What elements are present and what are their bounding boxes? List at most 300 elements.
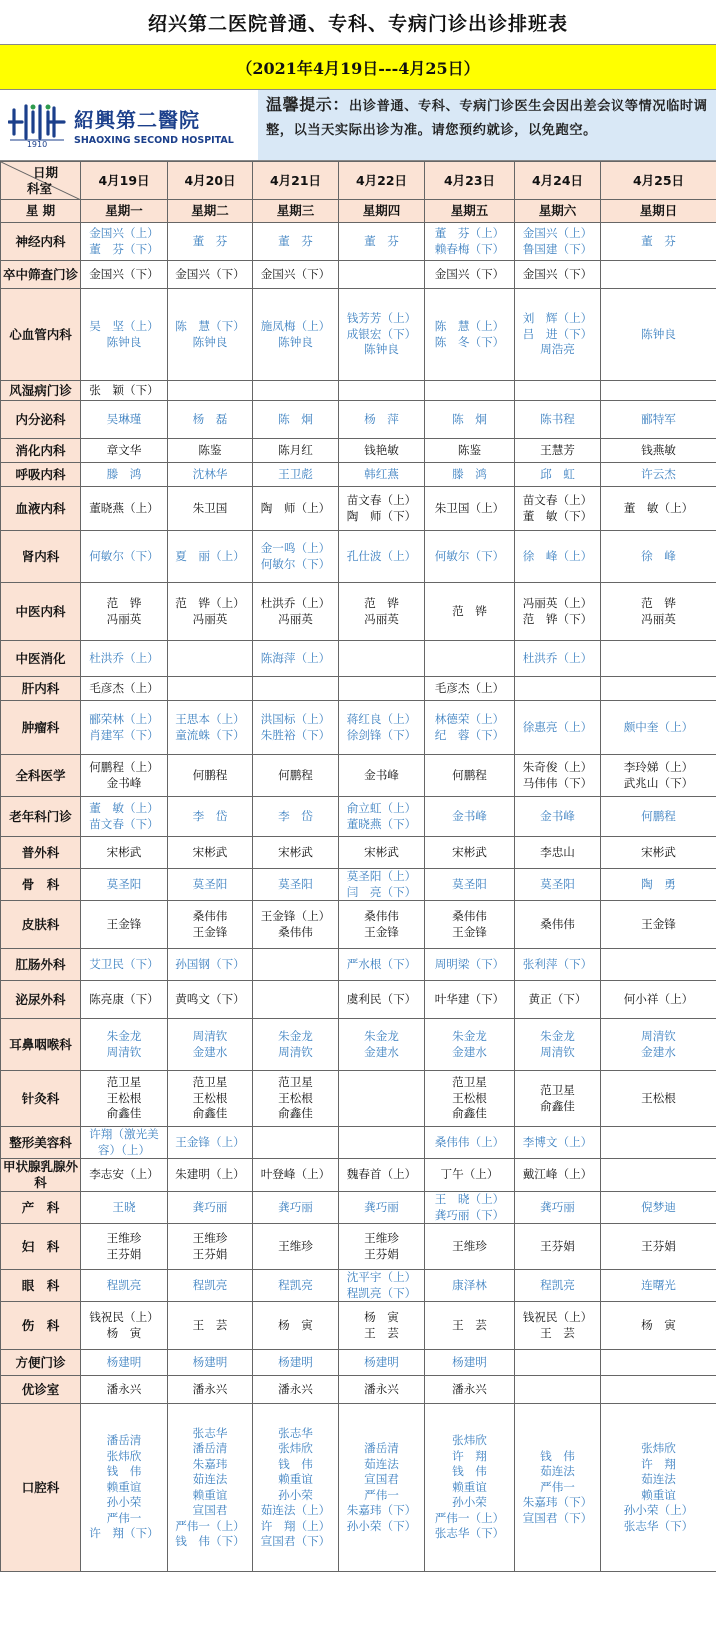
doctor-entry: 陶 勇 <box>641 876 676 891</box>
doctor-entry: 范 铧 <box>364 596 399 610</box>
doctor-entry: 孙小荣 <box>452 1495 487 1510</box>
doctor-entry: 朱建明（上） <box>175 1167 245 1182</box>
schedule-cell <box>253 869 339 901</box>
schedule-cell <box>425 381 515 401</box>
schedule-cell <box>425 1071 515 1127</box>
hospital-emblem-icon <box>8 102 66 142</box>
doctor-entry: 施凤梅（上） <box>260 319 331 333</box>
doctor-entry: 钱 伟 <box>106 1464 142 1479</box>
doctor-entry: 沈平宇（上） <box>346 1270 417 1284</box>
doctor-entry: 张 颖（下） <box>89 382 159 397</box>
doctor-entry: 徐惠亮（上） <box>522 719 593 734</box>
page-title: 绍兴第二医院普通、专科、专病门诊出诊排班表 <box>147 12 568 35</box>
header-row <box>0 90 716 161</box>
schedule-cell <box>81 1071 168 1127</box>
doctor-entry: 倪梦迪 <box>641 1199 676 1214</box>
schedule-cell <box>339 583 425 641</box>
date-header: 4月19日 <box>81 162 168 200</box>
doctor-entry: 范 铧 <box>452 603 487 618</box>
schedule-cell <box>253 1350 339 1376</box>
doctor-entry: 陈 冬（下） <box>434 334 505 349</box>
schedule-row <box>1 463 716 487</box>
schedule-cell <box>425 677 515 701</box>
doctor-entry: 茹连法 <box>364 1456 399 1471</box>
department-label: 普外科 <box>1 837 81 869</box>
doctor-entry: 王卫彪 <box>278 466 313 481</box>
schedule-cell <box>601 641 716 677</box>
doctor-entry: 杨建明 <box>278 1354 313 1369</box>
schedule-cell <box>168 487 253 531</box>
schedule-row <box>1 439 716 463</box>
department-label: 肛肠外科 <box>1 949 81 981</box>
schedule-cell <box>515 1404 601 1572</box>
schedule-cell <box>168 1376 253 1404</box>
doctor-entry: 孙国钢（下） <box>175 956 245 971</box>
schedule-cell <box>515 1224 601 1270</box>
schedule-cell <box>425 1019 515 1071</box>
doctor-entry: 莫圣阳 <box>192 876 228 891</box>
department-label: 整形美容科 <box>1 1127 81 1159</box>
doctor-entry: 陈钟良 <box>192 334 228 349</box>
department-label: 肿瘤科 <box>1 701 81 755</box>
doctor-entry: 范卫星 <box>452 1075 487 1090</box>
schedule-cell <box>515 463 601 487</box>
doctor-entry: 莫圣阳（上） <box>346 869 417 883</box>
doctor-entry: 钱祝民（上） <box>522 1310 593 1324</box>
schedule-cell <box>425 223 515 261</box>
doctor-entry: 金一鸣（上） <box>260 541 331 555</box>
schedule-cell <box>81 531 168 583</box>
doctor-entry: 董 敏（上） <box>623 500 694 515</box>
department-label: 针灸科 <box>1 1071 81 1127</box>
doctor-entry: 金国兴（上） <box>89 226 159 240</box>
doctor-entry: 苗文春（下） <box>89 816 159 831</box>
doctor-entry: 金国兴（下） <box>260 266 331 281</box>
doctor-entry: 张志华（下） <box>623 1518 694 1533</box>
schedule-cell <box>81 981 168 1019</box>
doctor-entry: 章文华 <box>106 442 142 457</box>
doctor-entry: 朱奇俊（上） <box>522 760 593 774</box>
doctor-entry: 滕 鸿 <box>452 466 487 481</box>
date-header: 4月22日 <box>339 162 425 200</box>
schedule-cell <box>425 1350 515 1376</box>
schedule-cell <box>168 1127 253 1159</box>
doctor-entry: 赖重谊 <box>452 1479 487 1494</box>
weekday-header: 星期日 <box>601 200 716 223</box>
schedule-cell <box>339 1350 425 1376</box>
schedule-cell <box>425 901 515 949</box>
schedule-cell <box>168 797 253 837</box>
schedule-cell <box>515 701 601 755</box>
schedule-cell <box>168 531 253 583</box>
department-label: 甲状腺乳腺外科 <box>1 1159 81 1192</box>
schedule-cell <box>601 1192 716 1224</box>
doctor-entry: 宋彬武 <box>106 844 142 859</box>
doctor-entry: 陈钟良 <box>278 334 313 349</box>
doctor-entry: 朱嘉玮（下） <box>522 1495 593 1510</box>
schedule-row <box>1 797 716 837</box>
schedule-cell <box>81 869 168 901</box>
schedule-cell <box>253 531 339 583</box>
doctor-entry: 金书峰 <box>452 808 487 823</box>
schedule-cell <box>339 289 425 381</box>
schedule-cell <box>81 487 168 531</box>
doctor-entry: 莫圣阳 <box>106 876 142 891</box>
schedule-cell <box>601 837 716 869</box>
doctor-entry: 潘永兴 <box>364 1381 399 1396</box>
schedule-cell <box>81 1376 168 1404</box>
doctor-entry: 朱嘉玮（下） <box>346 1503 417 1517</box>
doctor-entry: 韩红燕 <box>364 466 399 481</box>
doctor-entry: 周清钦 <box>106 1044 142 1059</box>
doctor-entry: 武兆山（下） <box>623 775 694 790</box>
doctor-entry: 王松根 <box>641 1090 676 1105</box>
doctor-entry: 杜洪乔（上） <box>260 596 331 610</box>
schedule-row <box>1 1192 716 1224</box>
schedule-cell <box>168 1159 253 1192</box>
department-label: 中医消化 <box>1 641 81 677</box>
schedule-cell <box>168 755 253 797</box>
doctor-entry: 范 铧（下） <box>522 611 593 626</box>
department-label: 优诊室 <box>1 1376 81 1404</box>
schedule-cell <box>515 1019 601 1071</box>
doctor-entry: 程凯亮 <box>278 1277 313 1292</box>
doctor-entry: 王松根 <box>106 1090 142 1105</box>
schedule-cell <box>168 1224 253 1270</box>
doctor-entry: 何敏尔（下） <box>89 548 159 563</box>
schedule-cell <box>425 289 515 381</box>
schedule-cell <box>425 463 515 487</box>
schedule-row <box>1 677 716 701</box>
schedule-cell <box>515 797 601 837</box>
doctor-entry: 王金锋（上） <box>175 1134 245 1149</box>
schedule-cell <box>515 949 601 981</box>
schedule-cell <box>168 701 253 755</box>
doctor-entry: 宋彬武 <box>641 844 676 859</box>
schedule-cell <box>601 677 716 701</box>
doctor-entry: 俞鑫佳 <box>192 1106 228 1121</box>
department-label: 骨 科 <box>1 869 81 901</box>
schedule-cell <box>601 1350 716 1376</box>
doctor-entry: 吴 坚（上） <box>89 319 159 333</box>
doctor-entry: 金书峰 <box>106 775 142 790</box>
schedule-cell <box>253 1071 339 1127</box>
weekday-header: 星期五 <box>425 200 515 223</box>
doctor-entry: 杨建明 <box>364 1354 399 1369</box>
doctor-entry: 陈月红 <box>278 442 313 457</box>
doctor-entry: 金国兴（下） <box>434 266 505 281</box>
department-label: 中医内科 <box>1 583 81 641</box>
doctor-entry: 童流蛛（下） <box>175 727 245 742</box>
schedule-cell <box>515 901 601 949</box>
weekday-header: 星期二 <box>168 200 253 223</box>
department-label: 肾内科 <box>1 531 81 583</box>
schedule-cell <box>168 641 253 677</box>
schedule-cell <box>601 289 716 381</box>
schedule-cell <box>168 981 253 1019</box>
doctor-entry: 董晓燕（下） <box>346 816 417 831</box>
doctor-entry: 孙小荣 <box>106 1495 142 1510</box>
schedule-cell <box>515 1192 601 1224</box>
schedule-cell <box>425 837 515 869</box>
doctor-entry: 俞立虹（上） <box>346 801 417 815</box>
schedule-row <box>1 1376 716 1404</box>
schedule-cell <box>515 641 601 677</box>
doctor-entry: 蒋红良（上） <box>346 712 417 726</box>
department-label: 产 科 <box>1 1192 81 1224</box>
doctor-entry: 张炜欣 <box>452 1433 487 1448</box>
doctor-entry: 陈钟良 <box>364 342 399 357</box>
doctor-entry: 严伟一 <box>364 1487 399 1502</box>
schedule-cell <box>339 1071 425 1127</box>
doctor-entry: 林德荣（上） <box>434 712 505 726</box>
schedule-cell <box>339 463 425 487</box>
doctor-entry: 程凯亮 <box>540 1277 575 1292</box>
doctor-entry: 何鹏程 <box>452 767 487 782</box>
schedule-cell <box>168 1270 253 1302</box>
doctor-entry: 王维珍 <box>192 1231 228 1245</box>
schedule-row <box>1 869 716 901</box>
doctor-entry: 杨 磊 <box>192 411 228 426</box>
schedule-cell <box>168 1404 253 1572</box>
schedule-cell <box>601 1127 716 1159</box>
schedule-cell <box>425 1159 515 1192</box>
doctor-entry: 范 铧 <box>106 596 142 610</box>
schedule-row <box>1 401 716 439</box>
doctor-entry: 钱 伟 <box>540 1448 575 1463</box>
schedule-row <box>1 583 716 641</box>
schedule-cell <box>81 1270 168 1302</box>
doctor-entry: 范 铧（上） <box>175 596 245 610</box>
schedule-cell <box>168 289 253 381</box>
schedule-cell <box>253 981 339 1019</box>
department-label: 泌尿外科 <box>1 981 81 1019</box>
schedule-cell <box>81 797 168 837</box>
schedule-cell <box>81 1404 168 1572</box>
doctor-entry: 赖重谊 <box>106 1479 142 1494</box>
doctor-entry: 李忠山 <box>540 844 575 859</box>
doctor-entry: 虞利民（下） <box>346 991 417 1006</box>
schedule-cell <box>515 261 601 289</box>
schedule-cell <box>168 463 253 487</box>
schedule-cell <box>81 261 168 289</box>
schedule-cell <box>601 531 716 583</box>
schedule-cell <box>339 1270 425 1302</box>
doctor-entry: 董 芬 <box>192 233 228 248</box>
schedule-cell <box>601 1376 716 1404</box>
doctor-entry: 金国兴（下） <box>522 266 593 281</box>
doctor-entry: 陈 慧（下） <box>175 319 245 333</box>
schedule-cell <box>601 869 716 901</box>
corner-date-label: 日期 <box>32 165 58 180</box>
doctor-entry: 连曙光 <box>641 1277 676 1292</box>
department-label: 伤 科 <box>1 1302 81 1350</box>
schedule-cell <box>81 755 168 797</box>
doctor-entry: 范卫星 <box>192 1075 228 1090</box>
schedule-cell <box>81 463 168 487</box>
schedule-row <box>1 1350 716 1376</box>
doctor-entry: 孔仕波（上） <box>346 548 417 563</box>
date-header-row <box>1 162 716 200</box>
doctor-entry: 王 芸 <box>192 1317 228 1332</box>
schedule-row <box>1 487 716 531</box>
doctor-entry: 何敏尔（下） <box>434 548 505 563</box>
doctor-entry: 冯丽英 <box>364 611 399 626</box>
schedule-row <box>1 261 716 289</box>
doctor-entry: 王芬娟 <box>364 1246 399 1261</box>
schedule-cell <box>168 837 253 869</box>
schedule-cell <box>253 1019 339 1071</box>
department-label: 方便门诊 <box>1 1350 81 1376</box>
schedule-cell <box>168 261 253 289</box>
doctor-entry: 周明梁（下） <box>434 956 505 971</box>
doctor-entry: 俞鑫佳 <box>278 1106 313 1121</box>
schedule-cell <box>253 1192 339 1224</box>
doctor-entry: 陶 师（上） <box>260 500 331 515</box>
schedule-cell <box>253 901 339 949</box>
schedule-cell <box>81 949 168 981</box>
doctor-entry: 许 翔 <box>641 1456 676 1471</box>
schedule-cell <box>253 1302 339 1350</box>
doctor-entry: 董 芬 <box>364 233 399 248</box>
doctor-entry: 杨建明 <box>106 1354 142 1369</box>
doctor-entry: 范卫星 <box>540 1083 575 1097</box>
doctor-entry: 潘岳清 <box>364 1441 399 1455</box>
date-header: 4月20日 <box>168 162 253 200</box>
schedule-cell <box>339 439 425 463</box>
doctor-entry: 毛彦杰（上） <box>434 680 505 695</box>
schedule-cell <box>81 1302 168 1350</box>
doctor-entry: 俞鑫佳 <box>452 1106 487 1121</box>
schedule-cell <box>601 439 716 463</box>
doctor-entry: 冯丽英 <box>278 611 313 626</box>
logo-text <box>74 104 234 146</box>
doctor-entry: 陈鉴 <box>457 442 482 457</box>
schedule-cell <box>253 641 339 677</box>
doctor-entry: 杨 寅 <box>364 1310 399 1324</box>
schedule-cell <box>253 797 339 837</box>
schedule-row <box>1 1302 716 1350</box>
schedule-cell <box>425 797 515 837</box>
doctor-entry: 严伟一 <box>106 1510 142 1525</box>
doctor-entry: 赖春梅（下） <box>434 241 505 256</box>
doctor-entry: 程凯亮（下） <box>346 1285 417 1300</box>
doctor-entry: 龚巧丽 <box>192 1199 228 1214</box>
schedule-cell <box>253 1270 339 1302</box>
schedule-cell <box>515 1376 601 1404</box>
doctor-entry: 茹连法 <box>192 1472 228 1486</box>
doctor-entry: 郦特军 <box>641 411 676 426</box>
doctor-entry: 孙小荣 <box>278 1487 313 1502</box>
department-label: 风湿病门诊 <box>1 381 81 401</box>
schedule-cell <box>601 1159 716 1192</box>
schedule-cell <box>253 755 339 797</box>
doctor-entry: 周清钦 <box>540 1044 575 1059</box>
schedule-cell <box>339 981 425 1019</box>
doctor-entry: 赖重谊 <box>278 1472 313 1486</box>
schedule-cell <box>601 1404 716 1572</box>
doctor-entry: 张志华（下） <box>434 1526 505 1541</box>
doctor-entry: 徐 峰 <box>641 548 676 563</box>
schedule-cell <box>81 1224 168 1270</box>
weekday-header: 星期四 <box>339 200 425 223</box>
doctor-entry: 陈书程 <box>540 411 575 426</box>
doctor-entry: 黄正（下） <box>528 991 587 1006</box>
doctor-entry: 金建水 <box>452 1044 487 1059</box>
doctor-entry: 张志华 <box>192 1425 228 1440</box>
schedule-cell <box>253 1404 339 1572</box>
week-label: 星 期 <box>1 200 81 223</box>
schedule-cell <box>601 797 716 837</box>
doctor-entry: 艾卫民（下） <box>89 956 159 971</box>
schedule-cell <box>339 641 425 677</box>
doctor-entry: 叶登峰（上） <box>260 1167 331 1182</box>
doctor-entry: 俞鑫佳 <box>540 1098 575 1113</box>
doctor-entry: 王 芸 <box>540 1325 575 1340</box>
schedule-cell <box>515 401 601 439</box>
doctor-entry: 张利萍（下） <box>522 956 593 971</box>
doctor-entry: 杨建明 <box>192 1354 228 1369</box>
doctor-entry: 黄鸣文（下） <box>175 991 245 1006</box>
doctor-entry: 何鹏程 <box>278 767 313 782</box>
notice-text: 出诊普通、专科、专病门诊医生会因出差会议等情况临时调整，以当天实际出诊为准。请您预约就诊，以免跑空。 <box>266 99 708 138</box>
schedule-cell <box>425 981 515 1019</box>
doctor-entry: 许云杰 <box>641 466 676 481</box>
schedule-cell <box>168 901 253 949</box>
doctor-entry: 杨 萍 <box>364 411 399 426</box>
schedule-cell <box>253 1127 339 1159</box>
doctor-entry: 朱嘉玮 <box>192 1456 228 1471</box>
schedule-cell <box>601 981 716 1019</box>
schedule-cell <box>81 439 168 463</box>
schedule-cell <box>339 1127 425 1159</box>
doctor-entry: 王金锋 <box>364 924 399 939</box>
doctor-entry: 王松根 <box>278 1090 313 1105</box>
schedule-row <box>1 1071 716 1127</box>
schedule-cell <box>339 901 425 949</box>
doctor-entry: 钱祝民（上） <box>89 1310 159 1324</box>
doctor-entry: 严伟一（上） <box>434 1510 505 1525</box>
schedule-row <box>1 223 716 261</box>
schedule-cell <box>168 1019 253 1071</box>
schedule-cell <box>168 949 253 981</box>
doctor-entry: 张炜欣 <box>106 1448 142 1463</box>
doctor-entry: 杨 寅 <box>278 1317 313 1332</box>
schedule-cell <box>339 381 425 401</box>
date-range-band: （2021年4月19日---4月25日） <box>0 44 716 90</box>
doctor-entry: 康泽林 <box>452 1277 487 1292</box>
schedule-row <box>1 1224 716 1270</box>
schedule-cell <box>601 949 716 981</box>
doctor-entry: 宣国君（下） <box>522 1510 593 1525</box>
doctor-entry: 王松根 <box>192 1090 228 1105</box>
schedule-row <box>1 755 716 797</box>
schedule-row <box>1 1404 716 1572</box>
doctor-entry: 钱 伟 <box>452 1464 487 1479</box>
department-label: 眼 科 <box>1 1270 81 1302</box>
schedule-cell <box>81 837 168 869</box>
schedule-cell <box>425 487 515 531</box>
doctor-entry: 陈 慧（上） <box>434 319 505 333</box>
doctor-entry: 张志华 <box>278 1425 313 1440</box>
logo-name-cn: 紹興第二醫院 <box>74 108 200 132</box>
schedule-cell <box>601 901 716 949</box>
department-label: 老年科门诊 <box>1 797 81 837</box>
department-label: 消化内科 <box>1 439 81 463</box>
doctor-entry: 潘永兴 <box>192 1381 228 1396</box>
schedule-cell <box>515 1127 601 1159</box>
doctor-entry: 邱 虹 <box>540 466 575 481</box>
